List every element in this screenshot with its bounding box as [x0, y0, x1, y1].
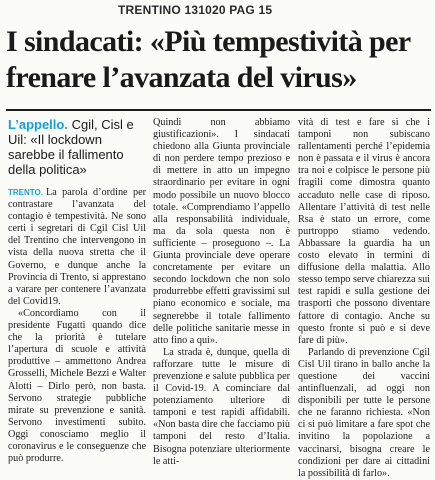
paragraph: «Concordiamo con il presidente Fugatti quando dice che la priorità è tutelare l’apertura di scuole e attività produttive – ammettono Andrea Grosselli, Michele Bezzi e Walter Alotti – Dirlo però, non basta. Servono strategie pubbliche mirate su prevenzione e sanità. Servono investimenti subito. Oggi conosciamo meglio il coronavirus e le conseguenze che può produrre. — [8, 307, 146, 465]
paragraph: La strada è, dunque, quella di rafforzare tutte le misure di prevenzione e salute pubblica per il Covid-19. A cominciare dal potenziamento ulteriore di tamponi e test rapidi affidabili. «Non basta dire che facciamo più tamponi del resto d’Italia. Bisogna potenziare ulteriormente le atti- — [153, 346, 290, 467]
column-1 — [8, 117, 146, 465]
headline-rule — [6, 109, 431, 111]
kicker-label: L’appello. — [8, 117, 68, 132]
column-2 — [153, 117, 290, 467]
paragraph: Quindi non abbiamo giustificazioni». I sindacati chiedono alla Giunta provinciale di non perdere tempo prezioso e di mettere in atto un impegno straordinario per evitare in ogni modo possibile un nuovo blocco totale. «Comprendiamo l’appello alla responsabilità individuale, ma da sola questa non è sufficiente – proseguono –. La Giunta provinciale deve operare concretamente per evitare un secondo lockdown che non solo produrrebbe effetti gravissimi sul piano economico e sociale, ma segnerebbe il totale fallimento delle politiche sanitarie messe in atto fino a qui». — [153, 117, 290, 346]
paragraph: Parlando di prevenzione Cgil Cisl Uil tirano in ballo anche la questione dei vaccini antinfluenzali, ad oggi non disponibili per tutte le persone che ne faranno richiesta. «Non ci si può limitare a fare spot che invitino la popolazione a vaccinarsi, bisogna creare le condizioni per dare ai cittadini la possibilità di farlo». — [298, 346, 430, 479]
kicker — [8, 117, 146, 177]
paragraph-text: La parola d’ordine per contrastare l’avanzata del contagio è tempestività. Ne sono certi i segretari di Cgil Cisl Uil del Trentino che intervengono in vista della nuova stretta che il Governo, e dunque anche la Provincia di Trento, si apprestano a varare per contenere l’avanzata del Covid19. — [8, 187, 146, 307]
dateline: TRENTO. — [8, 188, 43, 197]
paragraph — [8, 187, 146, 308]
source-line: TRENTINO 131020 PAG 15 — [118, 3, 273, 17]
paragraph: vità di test e fare sì che i tamponi non subiscano rallentamenti perché l’epidemia non è passata e il virus è ancora tra noi e colpisce le persone più fragili come dimostra quanto accaduto nelle case di riposo. Allentare l’attività di test nelle Rsa è stato un errore, come purtroppo stiamo vedendo. Abbassare la guardia ha un costo elevato in termini di diffusione della malattia. Allo stesso tempo serve chiarezza sui test rapidi e sulla gestione dei trasporti che possono diventare fattore di contagio. Anche su questo fronte si può e si deve fare di più». — [298, 117, 430, 346]
kicker-text: Cgil, Cisl e Uil: «Il lockdown sarebbe il fallimento della politica» — [8, 117, 134, 177]
headline: I sindacati: «Più tempestività per frenare l’avanzata del virus» — [6, 25, 411, 94]
column-3 — [298, 117, 430, 479]
